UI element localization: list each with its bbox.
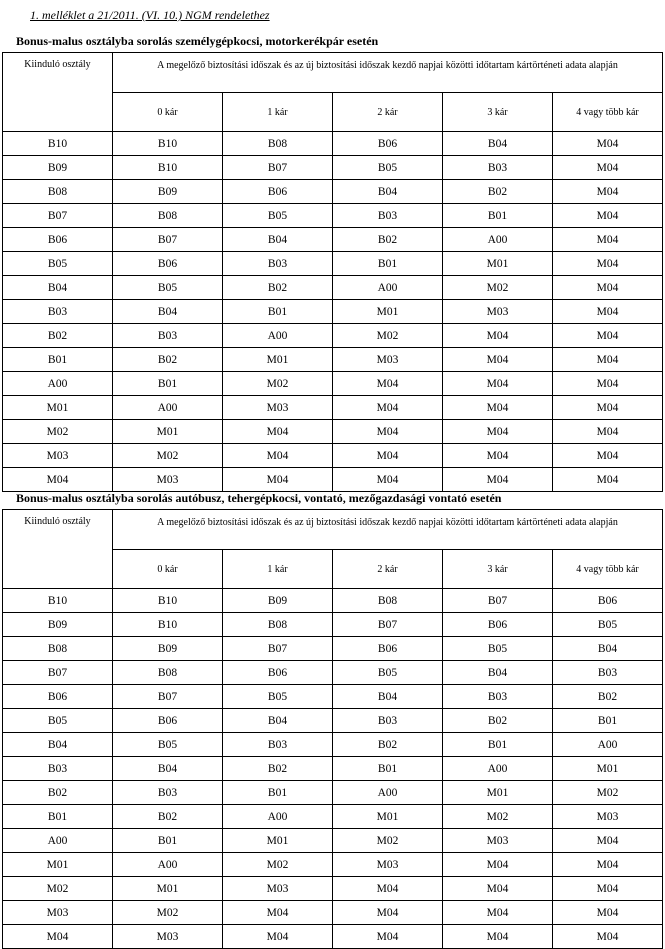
result-class-cell: M03 xyxy=(443,300,553,324)
result-class-cell: B07 xyxy=(223,637,333,661)
result-class-cell: B05 xyxy=(333,156,443,180)
result-class-cell: M04 xyxy=(333,901,443,925)
table-header-row xyxy=(3,53,663,93)
table-row xyxy=(3,300,663,324)
start-class-cell: A00 xyxy=(3,829,113,853)
result-class-cell: M01 xyxy=(333,805,443,829)
result-class-cell: B07 xyxy=(223,156,333,180)
result-class-cell: B04 xyxy=(223,709,333,733)
claims-header-1: 1 kár xyxy=(223,550,333,589)
result-class-cell: M03 xyxy=(443,829,553,853)
result-class-cell: M04 xyxy=(553,420,663,444)
result-class-cell: M02 xyxy=(113,444,223,468)
result-class-cell: M03 xyxy=(223,396,333,420)
table-row xyxy=(3,925,663,949)
result-class-cell: M04 xyxy=(553,132,663,156)
result-class-cell: B01 xyxy=(443,204,553,228)
bonus-malus-table-passenger xyxy=(2,52,663,492)
result-class-cell: B02 xyxy=(443,180,553,204)
start-class-cell: B06 xyxy=(3,228,113,252)
result-class-cell: B04 xyxy=(443,132,553,156)
result-class-cell: M04 xyxy=(553,204,663,228)
result-class-cell: B01 xyxy=(113,829,223,853)
result-class-cell: B07 xyxy=(113,228,223,252)
result-class-cell: B06 xyxy=(223,661,333,685)
period-header: A megelőző biztosítási időszak és az új biztosítási időszak kezdő napjai közötti időtartam kártörténeti adata alapján xyxy=(113,53,663,93)
start-class-header: Kiinduló osztály xyxy=(3,510,113,589)
result-class-cell: M04 xyxy=(553,877,663,901)
page-heading: 1. melléklet a 21/2011. (VI. 10.) NGM rendelethez xyxy=(30,8,270,22)
result-class-cell: B04 xyxy=(553,637,663,661)
result-class-cell: M04 xyxy=(333,372,443,396)
start-class-cell: B09 xyxy=(3,156,113,180)
result-class-cell: M04 xyxy=(553,901,663,925)
result-class-cell: M04 xyxy=(333,877,443,901)
start-class-cell: B10 xyxy=(3,589,113,613)
result-class-cell: B01 xyxy=(113,372,223,396)
start-class-cell: B10 xyxy=(3,132,113,156)
result-class-cell: B04 xyxy=(333,180,443,204)
result-class-cell: B01 xyxy=(443,733,553,757)
result-class-cell: M04 xyxy=(443,444,553,468)
table-row xyxy=(3,180,663,204)
claims-header-2: 2 kár xyxy=(333,93,443,132)
result-class-cell: B01 xyxy=(553,709,663,733)
start-class-cell: B09 xyxy=(3,613,113,637)
result-class-cell: M04 xyxy=(443,877,553,901)
result-class-cell: B05 xyxy=(223,685,333,709)
result-class-cell: B01 xyxy=(223,300,333,324)
result-class-cell: M03 xyxy=(113,925,223,949)
start-class-cell: B03 xyxy=(3,300,113,324)
table-row xyxy=(3,661,663,685)
result-class-cell: B04 xyxy=(443,661,553,685)
claims-header-4: 4 vagy több kár xyxy=(553,550,663,589)
result-class-cell: B03 xyxy=(113,324,223,348)
result-class-cell: M04 xyxy=(223,444,333,468)
result-class-cell: B03 xyxy=(333,204,443,228)
start-class-cell: B01 xyxy=(3,805,113,829)
table-row xyxy=(3,805,663,829)
result-class-cell: A00 xyxy=(113,853,223,877)
claims-header-1: 1 kár xyxy=(223,93,333,132)
result-class-cell: M04 xyxy=(223,925,333,949)
result-class-cell: B04 xyxy=(333,685,443,709)
result-class-cell: M01 xyxy=(113,877,223,901)
table-row xyxy=(3,132,663,156)
result-class-cell: M01 xyxy=(333,300,443,324)
result-class-cell: M01 xyxy=(553,757,663,781)
bonus-malus-table-commercial xyxy=(2,509,663,949)
start-class-cell: M01 xyxy=(3,396,113,420)
result-class-cell: B02 xyxy=(333,733,443,757)
result-class-cell: A00 xyxy=(443,228,553,252)
result-class-cell: B05 xyxy=(333,661,443,685)
result-class-cell: M04 xyxy=(553,180,663,204)
start-class-cell: B08 xyxy=(3,637,113,661)
result-class-cell: B02 xyxy=(113,348,223,372)
start-class-cell: M04 xyxy=(3,468,113,492)
table-row xyxy=(3,252,663,276)
table-row xyxy=(3,733,663,757)
table-row xyxy=(3,156,663,180)
result-class-cell: M04 xyxy=(553,276,663,300)
result-class-cell: B03 xyxy=(443,156,553,180)
start-class-cell: M03 xyxy=(3,901,113,925)
result-class-cell: B03 xyxy=(553,661,663,685)
result-class-cell: M04 xyxy=(553,396,663,420)
result-class-cell: M02 xyxy=(113,901,223,925)
result-class-cell: M02 xyxy=(443,805,553,829)
result-class-cell: M04 xyxy=(553,925,663,949)
result-class-cell: B05 xyxy=(113,733,223,757)
result-class-cell: B09 xyxy=(113,180,223,204)
table-row xyxy=(3,276,663,300)
table-row xyxy=(3,613,663,637)
result-class-cell: B08 xyxy=(113,204,223,228)
result-class-cell: B06 xyxy=(223,180,333,204)
result-class-cell: M02 xyxy=(333,324,443,348)
table-row xyxy=(3,757,663,781)
table-row xyxy=(3,901,663,925)
table-row xyxy=(3,420,663,444)
result-class-cell: M04 xyxy=(333,468,443,492)
start-class-cell: M02 xyxy=(3,420,113,444)
result-class-cell: M03 xyxy=(333,348,443,372)
table-row xyxy=(3,396,663,420)
result-class-cell: B06 xyxy=(333,132,443,156)
result-class-cell: M04 xyxy=(553,252,663,276)
result-class-cell: B03 xyxy=(443,685,553,709)
claims-header-0: 0 kár xyxy=(113,93,223,132)
result-class-cell: B06 xyxy=(553,589,663,613)
table-row xyxy=(3,324,663,348)
start-class-cell: B07 xyxy=(3,204,113,228)
table-row xyxy=(3,204,663,228)
result-class-cell: A00 xyxy=(223,324,333,348)
table-row xyxy=(3,637,663,661)
result-class-cell: B09 xyxy=(113,637,223,661)
result-class-cell: M04 xyxy=(553,444,663,468)
result-class-cell: B07 xyxy=(443,589,553,613)
table-row xyxy=(3,468,663,492)
result-class-cell: B05 xyxy=(553,613,663,637)
claims-header-2: 2 kár xyxy=(333,550,443,589)
result-class-cell: M04 xyxy=(553,853,663,877)
result-class-cell: M04 xyxy=(223,468,333,492)
result-class-cell: M04 xyxy=(553,300,663,324)
result-class-cell: B07 xyxy=(113,685,223,709)
result-class-cell: M04 xyxy=(333,925,443,949)
result-class-cell: B06 xyxy=(113,709,223,733)
result-class-cell: M01 xyxy=(443,252,553,276)
result-class-cell: B10 xyxy=(113,132,223,156)
result-class-cell: A00 xyxy=(333,276,443,300)
result-class-cell: M03 xyxy=(553,805,663,829)
result-class-cell: M04 xyxy=(443,901,553,925)
table-row xyxy=(3,348,663,372)
result-class-cell: M04 xyxy=(443,468,553,492)
result-class-cell: A00 xyxy=(443,757,553,781)
table-2-title: Bonus-malus osztályba sorolás autóbusz, tehergépkocsi, vontató, mezőgazdasági vontató esetén xyxy=(16,491,502,505)
result-class-cell: M04 xyxy=(553,468,663,492)
start-class-cell: B04 xyxy=(3,733,113,757)
result-class-cell: M02 xyxy=(333,829,443,853)
start-class-cell: B05 xyxy=(3,252,113,276)
result-class-cell: B03 xyxy=(223,252,333,276)
claims-header-3: 3 kár xyxy=(443,93,553,132)
result-class-cell: B06 xyxy=(443,613,553,637)
result-class-cell: B05 xyxy=(113,276,223,300)
table-row xyxy=(3,372,663,396)
result-class-cell: B08 xyxy=(333,589,443,613)
start-class-cell: B02 xyxy=(3,324,113,348)
result-class-cell: B02 xyxy=(443,709,553,733)
table-row xyxy=(3,228,663,252)
result-class-cell: B03 xyxy=(223,733,333,757)
result-class-cell: B04 xyxy=(223,228,333,252)
result-class-cell: M04 xyxy=(553,372,663,396)
result-class-cell: B10 xyxy=(113,156,223,180)
result-class-cell: M04 xyxy=(333,420,443,444)
result-class-cell: A00 xyxy=(113,396,223,420)
result-class-cell: B02 xyxy=(113,805,223,829)
result-class-cell: B02 xyxy=(333,228,443,252)
result-class-cell: B08 xyxy=(223,132,333,156)
result-class-cell: M04 xyxy=(443,372,553,396)
result-class-cell: M01 xyxy=(223,829,333,853)
start-class-cell: B01 xyxy=(3,348,113,372)
start-class-cell: A00 xyxy=(3,372,113,396)
result-class-cell: B06 xyxy=(333,637,443,661)
period-header: A megelőző biztosítási időszak és az új biztosítási időszak kezdő napjai közötti időtartam kártörténeti adata alapján xyxy=(113,510,663,550)
start-class-cell: M01 xyxy=(3,853,113,877)
result-class-cell: M04 xyxy=(333,396,443,420)
result-class-cell: M04 xyxy=(443,396,553,420)
result-class-cell: M03 xyxy=(113,468,223,492)
result-class-cell: A00 xyxy=(553,733,663,757)
result-class-cell: M01 xyxy=(113,420,223,444)
claims-header-0: 0 kár xyxy=(113,550,223,589)
table-row xyxy=(3,781,663,805)
result-class-cell: M04 xyxy=(443,925,553,949)
table-1-title: Bonus-malus osztályba sorolás személygépkocsi, motorkerékpár esetén xyxy=(16,34,379,48)
result-class-cell: B04 xyxy=(113,300,223,324)
table-row xyxy=(3,709,663,733)
start-class-cell: B04 xyxy=(3,276,113,300)
start-class-cell: B07 xyxy=(3,661,113,685)
result-class-cell: M03 xyxy=(333,853,443,877)
result-class-cell: M02 xyxy=(223,372,333,396)
table-row xyxy=(3,829,663,853)
start-class-cell: B02 xyxy=(3,781,113,805)
result-class-cell: M04 xyxy=(443,420,553,444)
table-row xyxy=(3,589,663,613)
result-class-cell: A00 xyxy=(223,805,333,829)
start-class-cell: B06 xyxy=(3,685,113,709)
result-class-cell: B07 xyxy=(333,613,443,637)
result-class-cell: M01 xyxy=(443,781,553,805)
result-class-cell: M04 xyxy=(333,444,443,468)
result-class-cell: B05 xyxy=(443,637,553,661)
start-class-cell: M04 xyxy=(3,925,113,949)
start-class-header: Kiinduló osztály xyxy=(3,53,113,132)
result-class-cell: B04 xyxy=(113,757,223,781)
result-class-cell: B06 xyxy=(113,252,223,276)
result-class-cell: M04 xyxy=(223,420,333,444)
result-class-cell: B01 xyxy=(223,781,333,805)
result-class-cell: M04 xyxy=(443,324,553,348)
start-class-cell: M02 xyxy=(3,877,113,901)
table-row xyxy=(3,685,663,709)
result-class-cell: M04 xyxy=(553,829,663,853)
result-class-cell: M04 xyxy=(553,156,663,180)
result-class-cell: B02 xyxy=(553,685,663,709)
result-class-cell: M04 xyxy=(553,324,663,348)
result-class-cell: M04 xyxy=(443,853,553,877)
result-class-cell: B02 xyxy=(223,276,333,300)
result-class-cell: M03 xyxy=(223,877,333,901)
result-class-cell: B10 xyxy=(113,589,223,613)
start-class-cell: B08 xyxy=(3,180,113,204)
result-class-cell: B05 xyxy=(223,204,333,228)
start-class-cell: B05 xyxy=(3,709,113,733)
result-class-cell: B01 xyxy=(333,757,443,781)
table-header-row xyxy=(3,510,663,550)
start-class-cell: B03 xyxy=(3,757,113,781)
result-class-cell: M04 xyxy=(553,228,663,252)
result-class-cell: M04 xyxy=(223,901,333,925)
result-class-cell: M02 xyxy=(553,781,663,805)
result-class-cell: B03 xyxy=(113,781,223,805)
claims-header-4: 4 vagy több kár xyxy=(553,93,663,132)
table-row xyxy=(3,444,663,468)
result-class-cell: B02 xyxy=(223,757,333,781)
table-row xyxy=(3,853,663,877)
result-class-cell: B10 xyxy=(113,613,223,637)
result-class-cell: M01 xyxy=(223,348,333,372)
start-class-cell: M03 xyxy=(3,444,113,468)
result-class-cell: B03 xyxy=(333,709,443,733)
result-class-cell: M02 xyxy=(223,853,333,877)
result-class-cell: M04 xyxy=(553,348,663,372)
result-class-cell: M04 xyxy=(443,348,553,372)
result-class-cell: B01 xyxy=(333,252,443,276)
result-class-cell: B08 xyxy=(113,661,223,685)
result-class-cell: A00 xyxy=(333,781,443,805)
result-class-cell: B08 xyxy=(223,613,333,637)
table-row xyxy=(3,877,663,901)
result-class-cell: M02 xyxy=(443,276,553,300)
claims-header-3: 3 kár xyxy=(443,550,553,589)
result-class-cell: B09 xyxy=(223,589,333,613)
